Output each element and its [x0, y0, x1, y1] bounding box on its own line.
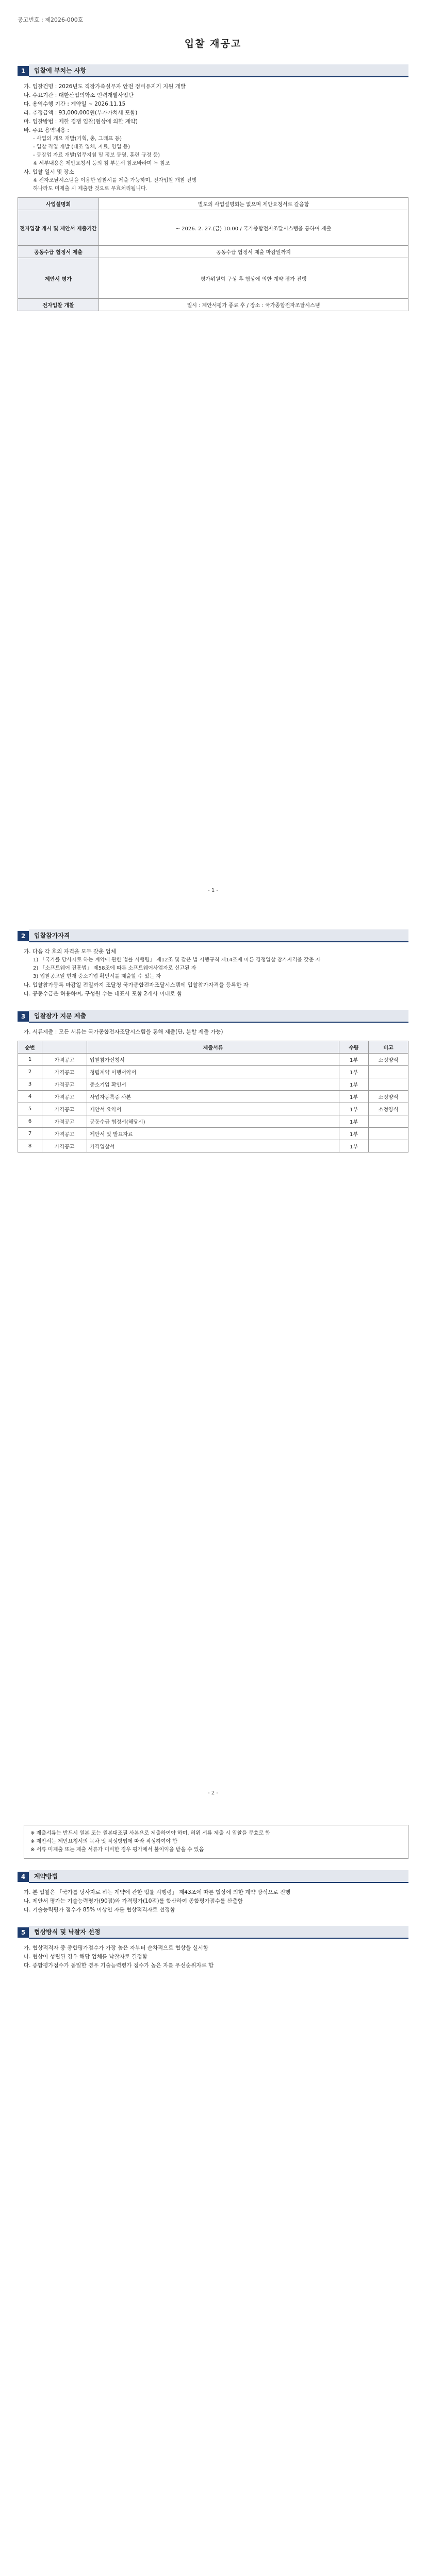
notes-box: [24, 1825, 408, 1859]
section-number: 1: [18, 66, 29, 76]
table-row: [18, 1115, 408, 1128]
section-2-header: [18, 929, 408, 942]
table-row: [18, 1078, 408, 1091]
s4-item-1: 가. 본 입찰은 「국가를 당사자로 하는 계약에 관한 법률 시행령」 제43조에 따른 협상에 의한 계약 방식으로 진행: [24, 1889, 291, 1895]
cell: [369, 1128, 408, 1140]
section-5-header: [18, 1926, 408, 1939]
notice-number: 공고번호 : 제2026-000호: [18, 16, 84, 23]
cell: 소정양식: [369, 1054, 408, 1066]
cell: 가격공고: [42, 1054, 87, 1066]
cell: 제안서 요약서: [87, 1103, 339, 1115]
s4-item-3: 다. 기술능력평가 점수가 85% 이상인 자를 협상적격자로 선정함: [24, 1907, 175, 1913]
cell: 가격공고: [42, 1103, 87, 1115]
page-3: [0, 1805, 426, 2576]
cell: 1부: [339, 1103, 369, 1115]
cell: 1부: [339, 1078, 369, 1091]
document-title: 입찰 재공고: [184, 38, 242, 49]
s1-tail-3: 하나라도 미제출 시 제출한 것으로 무효처리됩니다.: [33, 186, 148, 192]
s2-item-3: 2) 「소프트웨어 진흥법」 제58조에 따른 소프트웨어사업자로 신고된 자: [33, 965, 196, 971]
cell: [369, 1115, 408, 1128]
schedule-key: 공동수급 협정서 제출: [18, 246, 99, 258]
table-row: [18, 198, 408, 210]
cell: 1부: [339, 1115, 369, 1128]
s1-tail-2: ※ 전자조달시스템을 이용한 입찰서를 제출 가능하며, 전자입찰 개찰 진행: [33, 178, 197, 183]
section-title: 입찰에 부치는 사항: [29, 64, 408, 77]
cell: 1: [18, 1054, 42, 1066]
cell: [369, 1078, 408, 1091]
table-row: [18, 1140, 408, 1153]
table-row: [18, 1054, 408, 1066]
s2-item-6: 다. 공동수급은 허용하며, 구성원 수는 대표사 포함 2개사 이내로 함: [24, 991, 183, 997]
s1-item-1: 가. 입찰건명 : 2026년도 직장가족실무자 안전 정비유지기 지원 개발: [24, 83, 186, 90]
page-number: - 2 -: [208, 1790, 218, 1796]
s2-item-2: 1) 「국가를 당사자로 하는 계약에 관한 법률 시행령」 제12조 및 같은 법 시행규칙 제14조에 따른 경쟁입찰 참가자격을 갖춘 자: [33, 957, 321, 963]
s2-item-1: 가. 다음 각 호의 자격을 모두 갖춘 업체: [24, 948, 116, 955]
cell: 가격공고: [42, 1128, 87, 1140]
page-number: - 1 -: [208, 888, 218, 893]
cell: 입찰참가신청서: [87, 1054, 339, 1066]
cell: 제안서 및 발표자료: [87, 1128, 339, 1140]
schedule-value: 일시 : 제안서평가 종료 후 / 장소 : 국가종합전자조달시스템: [99, 299, 408, 311]
col-qty: 수량: [339, 1041, 369, 1054]
s5-item-3: 다. 종합평가점수가 동일한 경우 기술능력평가 점수가 높은 자를 우선순위자로 함: [24, 1962, 214, 1969]
section-4-header: [18, 1870, 408, 1883]
cell: [369, 1066, 408, 1078]
s1-sub-2: - 입찰 직업 개발 (대조 업체, 자료, 영업 등): [33, 144, 130, 150]
cell: 공동수급 협정서(해당시): [87, 1115, 339, 1128]
section-number: 5: [18, 1927, 29, 1938]
cell: 사업자등록증 사본: [87, 1091, 339, 1103]
s5-item-2: 나. 협상이 성립된 경우 해당 업체를 낙찰자로 결정함: [24, 1954, 148, 1960]
cell: 청렴계약 이행서약서: [87, 1066, 339, 1078]
table-row: [18, 1091, 408, 1103]
schedule-value: 별도의 사업설명회는 없으며 제안요청서로 갈음함: [99, 198, 408, 210]
section-number: 3: [18, 1011, 29, 1022]
section-title: 협상방식 및 낙찰자 선정: [29, 1926, 408, 1939]
schedule-table: [18, 197, 408, 311]
cell: 7: [18, 1128, 42, 1140]
cell: 1부: [339, 1128, 369, 1140]
s2-item-4: 3) 입찰공고일 현재 중소기업 확인서를 제출할 수 있는 자: [33, 974, 161, 979]
col-name: 제출서류: [87, 1041, 339, 1054]
cell: 1부: [339, 1091, 369, 1103]
schedule-key: 사업설명회: [18, 198, 99, 210]
schedule-value: 평가위원회 구성 후 협상에 의한 계약 평가 진행: [99, 258, 408, 299]
cell: 소정양식: [369, 1103, 408, 1115]
schedule-key: 전자입찰 개시 및 제안서 제출기간: [18, 210, 99, 246]
schedule-value: 공동수급 협정서 제출 마감일까지: [99, 246, 408, 258]
table-row: [18, 246, 408, 258]
table-row: [18, 258, 408, 299]
cell: 가격공고: [42, 1066, 87, 1078]
table-header-row: [18, 1041, 408, 1054]
cell: [369, 1140, 408, 1153]
schedule-value: ~ 2026. 2. 27.(금) 10:00 / 국가종합전자조달시스템을 통하여 제출: [99, 210, 408, 246]
section-title: 계약방법: [29, 1870, 408, 1883]
cell: 1부: [339, 1066, 369, 1078]
s1-item-5: 마. 입찰방법 : 제한 경쟁 입찰(협상에 의한 계약): [24, 118, 138, 125]
table-row: [18, 1066, 408, 1078]
s5-item-1: 가. 협상적격자 중 종합평가점수가 가장 높은 자부터 순차적으로 협상을 실시함: [24, 1945, 208, 1951]
section-3-header: [18, 1010, 408, 1023]
cell: 6: [18, 1115, 42, 1128]
table-row: [18, 1103, 408, 1115]
section-title: 입찰참가 지문 제출: [29, 1010, 408, 1023]
s1-sub-4: ※ 세부내용은 제안요청서 등의 첨 부문서 참조바라며 두 참조: [33, 161, 170, 166]
col-no: 순번: [18, 1041, 42, 1054]
documents-table: [18, 1041, 408, 1153]
cell: 가격공고: [42, 1091, 87, 1103]
section-title: 입찰참가자격: [29, 929, 408, 942]
s3-note-1: ※ 제출서류는 반드시 원본 또는 원본대조필 사본으로 제출하여야 하며, 허위 서류 제출 시 입찰을 무효로 함: [30, 1831, 270, 1836]
cell: 3: [18, 1078, 42, 1091]
page-2: [0, 903, 426, 1805]
schedule-key: 전자입찰 개찰: [18, 299, 99, 311]
s3-intro: 가. 서류제출 : 모든 서류는 국가종합전자조달시스템을 통해 제출(단, 분할 제출 가능): [24, 1029, 223, 1035]
cell: 8: [18, 1140, 42, 1153]
cell: 가격공고: [42, 1115, 87, 1128]
cell: 가격공고: [42, 1078, 87, 1091]
s1-sub-3: - 등장업 자료 개발(업무지침 및 정보 동영, 훈련 규정 등): [33, 152, 160, 158]
section-number: 2: [18, 931, 29, 941]
s3-note-3: ※ 서류 미제출 또는 제출 서류가 미비한 경우 평가에서 불이익을 받을 수 있음: [30, 1847, 204, 1853]
s1-sub-1: - 사업의 개요 개발(기획, 총, 그래프 등): [33, 136, 122, 142]
col-note: 비고: [369, 1041, 408, 1054]
s3-note-2: ※ 제안서는 제안요청서의 목차 및 작성방법에 따라 작성하여야 함: [30, 1839, 177, 1844]
cell: 4: [18, 1091, 42, 1103]
section-1-header: [18, 64, 408, 77]
table-row: [18, 1128, 408, 1140]
cell: 가격공고: [42, 1140, 87, 1153]
cell: 중소기업 확인서: [87, 1078, 339, 1091]
cell: 5: [18, 1103, 42, 1115]
s2-item-5: 나. 입찰참가등록 마감일 전일까지 조달청 국가종합전자조달시스템에 입찰참가자격을 등록한 자: [24, 982, 249, 988]
col-type: [42, 1041, 87, 1054]
schedule-key: 제안서 평가: [18, 258, 99, 299]
s1-item-6: 바. 주요 용역내용 :: [24, 127, 69, 133]
s1-item-2: 나. 수요기관 : 대한산업의학소 인력개발사업단: [24, 92, 134, 98]
s1-tail-1: 사. 입찰 일시 및 장소: [24, 169, 74, 175]
s1-item-4: 라. 추정금액 : 93,000,000원(부가가치세 포함): [24, 110, 138, 116]
table-row: [18, 299, 408, 311]
cell: 1부: [339, 1140, 369, 1153]
cell: 가격입찰서: [87, 1140, 339, 1153]
section-number: 4: [18, 1872, 29, 1882]
cell: 소정양식: [369, 1091, 408, 1103]
table-row: [18, 210, 408, 246]
s4-item-2: 나. 제안서 평가는 기술능력평가(90점)와 가격평가(10점)를 합산하여 종합평가점수를 산출함: [24, 1898, 243, 1904]
s1-item-3: 다. 용역수행 기간 : 계약일 ~ 2026.11.15: [24, 101, 126, 107]
cell: 2: [18, 1066, 42, 1078]
page-1: [0, 0, 426, 903]
cell: 1부: [339, 1054, 369, 1066]
